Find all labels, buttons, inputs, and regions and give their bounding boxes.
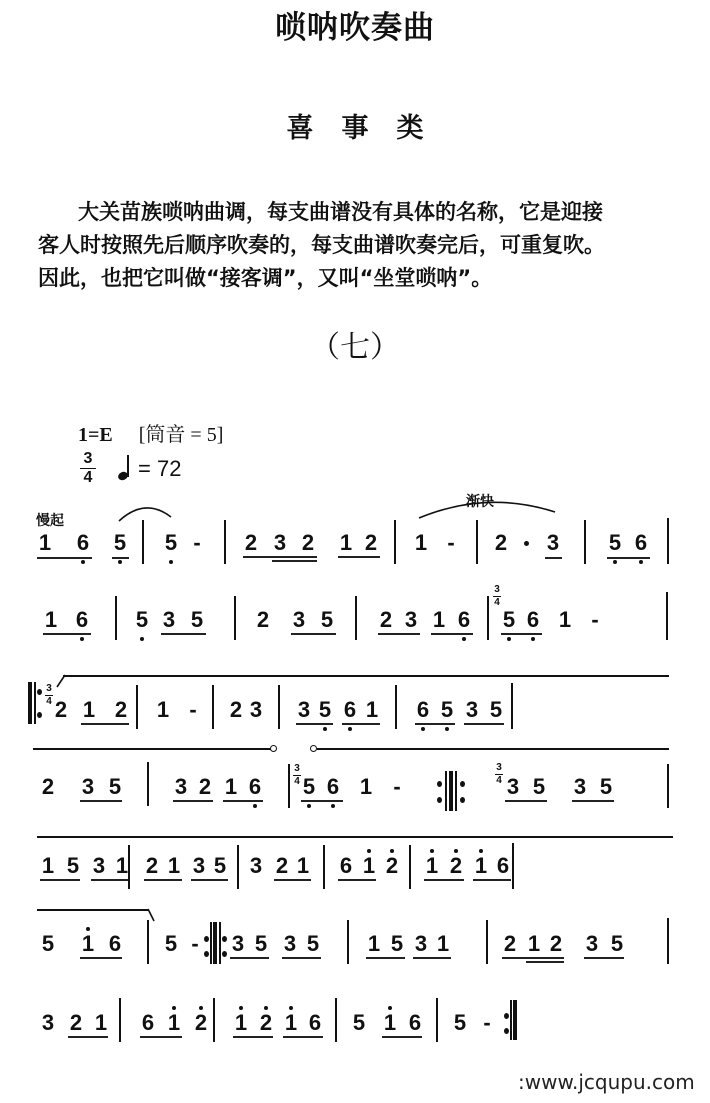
note: 2	[229, 697, 243, 722]
watermark: :www.jcqupu.com	[518, 1070, 695, 1094]
augmentation-dot	[524, 541, 529, 546]
note: 6	[75, 609, 89, 631]
note: 2	[54, 697, 68, 722]
underline	[545, 557, 562, 559]
note: 6	[339, 853, 353, 878]
volta-hook	[55, 675, 67, 689]
note: 3	[465, 697, 479, 722]
note: 1	[367, 931, 381, 956]
note: 6	[248, 776, 262, 798]
barline	[115, 596, 117, 640]
note: 6	[76, 532, 90, 554]
underline	[144, 879, 182, 881]
barline	[335, 998, 337, 1042]
barline	[147, 762, 149, 806]
underline	[501, 633, 542, 635]
slur-hook	[148, 909, 158, 923]
note: 2	[385, 855, 399, 877]
note: 2	[256, 607, 270, 632]
repeat-barline-thin	[455, 771, 457, 811]
note: 3	[297, 697, 311, 722]
underline	[140, 1036, 182, 1038]
note: 1	[115, 853, 129, 878]
note: 1	[167, 1012, 181, 1034]
note: 5	[164, 532, 178, 554]
time-signature-change: 3 4	[46, 683, 52, 707]
key-signature	[78, 418, 223, 447]
underline	[338, 556, 380, 558]
barline	[476, 520, 478, 564]
intro-line: 客人时按照先后顺序吹奏的，每支曲谱吹奏完后，可重复吹。	[38, 233, 605, 257]
note: 1	[38, 530, 52, 555]
note: 5	[440, 699, 454, 721]
underline	[173, 800, 213, 802]
note: 2	[364, 530, 378, 555]
note: 5	[608, 532, 622, 554]
underline	[161, 633, 206, 635]
barline	[486, 920, 488, 964]
tie-arc	[117, 503, 173, 523]
note: 3	[292, 607, 306, 632]
slur-line	[37, 909, 149, 911]
repeat-dot	[222, 936, 227, 942]
note: 3	[546, 530, 560, 555]
underline	[43, 633, 91, 635]
note: 1	[296, 853, 310, 878]
note: 3	[506, 774, 520, 799]
note: 2	[275, 853, 289, 878]
time-sig-top: 3	[83, 450, 93, 467]
quarter-note-icon	[118, 454, 132, 480]
underline	[366, 957, 405, 959]
note: 5	[190, 607, 204, 632]
tie-line	[317, 748, 669, 750]
time-signature-change: 3 4	[494, 584, 500, 608]
note: 6	[308, 1010, 322, 1035]
barline	[234, 596, 236, 640]
barline	[323, 845, 325, 889]
note: 5	[320, 607, 334, 632]
volta-bracket	[63, 675, 669, 677]
note: 2	[41, 774, 55, 799]
note: 1	[82, 697, 96, 722]
section-number: （七）	[310, 330, 400, 365]
note: 2	[379, 607, 393, 632]
underline	[464, 723, 504, 725]
category-heading	[0, 106, 710, 145]
repeat-dot	[504, 1013, 509, 1019]
repeat-dot	[37, 712, 42, 718]
barline	[436, 998, 438, 1042]
note: 1	[527, 931, 541, 956]
note: 3	[573, 774, 587, 799]
intro-line: 大关苗族唢呐曲调，每支曲谱没有具体的名称，它是迎接	[78, 200, 603, 224]
barline	[347, 920, 349, 964]
note: 5	[213, 853, 227, 878]
repeat-dot	[37, 689, 42, 695]
time-signature-change: 3 4	[294, 763, 300, 787]
barline	[394, 520, 396, 564]
note: 6	[457, 609, 471, 631]
barline	[213, 998, 215, 1042]
note: 2	[145, 853, 159, 878]
note: 6	[141, 1010, 155, 1035]
note: 1	[339, 530, 353, 555]
note: 2	[244, 530, 258, 555]
underline	[272, 560, 317, 562]
note: 1	[383, 1012, 397, 1034]
note: 2	[503, 931, 517, 956]
note: 5	[318, 699, 332, 721]
note: 3	[192, 853, 206, 878]
note: 6	[496, 853, 510, 878]
barline	[128, 845, 130, 889]
barline	[212, 685, 214, 729]
page-title: 唢呐吹奏曲	[275, 10, 435, 46]
time-signature-change: 3 4	[496, 762, 502, 786]
end-barline-thick	[513, 1000, 517, 1040]
note: 2	[198, 774, 212, 799]
note: 5	[66, 853, 80, 878]
note: 5	[502, 609, 516, 631]
time-sig-bottom: 4	[83, 469, 93, 486]
tie-line	[33, 748, 271, 750]
slow-start-marking: 慢起	[36, 513, 64, 529]
underline	[243, 556, 317, 558]
intro-paragraph	[38, 196, 668, 295]
barline	[288, 764, 290, 808]
note: 6	[408, 1010, 422, 1035]
repeat-dot	[204, 951, 209, 957]
repeat-dot	[204, 936, 209, 942]
slur-line	[37, 836, 673, 838]
note: 6	[108, 931, 122, 956]
underline	[291, 633, 336, 635]
slur-arc	[417, 500, 557, 520]
note: 2	[114, 697, 128, 722]
note: 3	[585, 931, 599, 956]
note: 5	[532, 774, 546, 799]
repeat-barline-thin	[445, 771, 447, 811]
underline	[572, 800, 614, 802]
repeat-dot	[222, 951, 227, 957]
note: 5	[108, 774, 122, 799]
note: 6	[343, 699, 357, 721]
underline	[415, 723, 455, 725]
note: 1	[224, 774, 238, 799]
note: 1	[41, 853, 55, 878]
underline	[607, 557, 650, 559]
underline	[282, 957, 321, 959]
barline	[667, 764, 669, 808]
repeat-dot	[504, 1028, 509, 1034]
category-char: 喜	[286, 113, 314, 144]
note: 1	[94, 1010, 108, 1035]
note: 3	[283, 931, 297, 956]
note: 2	[494, 530, 508, 555]
note: 3	[231, 931, 245, 956]
note: 5	[610, 931, 624, 956]
dash: -	[193, 530, 201, 555]
underline	[502, 957, 564, 959]
note: 2	[259, 1012, 273, 1034]
note: 1	[362, 855, 376, 877]
dash: -	[191, 931, 199, 956]
underline	[68, 1036, 108, 1038]
underline	[584, 957, 624, 959]
note: 5	[254, 931, 268, 956]
barline	[666, 592, 668, 640]
underline	[424, 879, 464, 881]
note: 3	[81, 774, 95, 799]
tempo-marking	[118, 454, 181, 482]
note: 3	[162, 607, 176, 632]
intro-line: 因此，也把它叫做“接客调”，又叫“坐堂唢呐”。	[38, 266, 493, 290]
underline	[80, 957, 122, 959]
tube-note: [筒音 = 5]	[138, 424, 224, 446]
tempo-value: = 72	[138, 456, 182, 481]
underline	[342, 723, 380, 725]
underline	[338, 879, 376, 881]
note: 1	[414, 530, 428, 555]
note: 6	[416, 699, 430, 721]
repeat-barline-thick	[213, 922, 217, 964]
barline	[512, 843, 514, 889]
underline	[382, 1036, 422, 1038]
note: 5	[135, 609, 149, 631]
barline	[147, 920, 149, 964]
note: 3	[404, 607, 418, 632]
repeat-dot	[460, 797, 465, 803]
underline	[413, 957, 451, 959]
tie-end-ring	[270, 745, 277, 752]
note: 5	[164, 931, 178, 956]
accelerando-marking: 渐快	[466, 494, 494, 510]
note: 2	[449, 855, 463, 877]
note: 5	[113, 532, 127, 554]
underline	[80, 800, 122, 802]
dash: -	[393, 774, 401, 799]
dash: -	[189, 697, 197, 722]
note: 3	[174, 774, 188, 799]
underline	[505, 800, 547, 802]
dash: -	[483, 1010, 491, 1035]
note: 1	[425, 855, 439, 877]
barline	[667, 518, 669, 564]
repeat-start-thin	[34, 682, 36, 724]
underline	[223, 800, 263, 802]
barline	[224, 520, 226, 564]
barline	[409, 845, 411, 889]
note: 6	[326, 776, 340, 798]
note: 3	[249, 853, 263, 878]
note: 1	[44, 607, 58, 632]
note: 3	[249, 697, 263, 722]
underline	[283, 1036, 323, 1038]
underline	[81, 723, 129, 725]
note: 1	[558, 607, 572, 632]
note: 5	[489, 697, 503, 722]
note: 2	[69, 1010, 83, 1035]
note: 1	[436, 931, 450, 956]
repeat-barline-thin	[210, 922, 212, 964]
underline	[301, 800, 343, 802]
barline	[667, 918, 669, 964]
note: 3	[414, 931, 428, 956]
barline	[511, 683, 513, 729]
note: 1	[365, 697, 379, 722]
underline	[431, 633, 473, 635]
underline	[112, 557, 129, 559]
barline	[142, 520, 144, 564]
note: 5	[306, 931, 320, 956]
end-barline-thin	[510, 1000, 512, 1040]
repeat-barline-thin	[219, 922, 221, 964]
barline	[119, 998, 121, 1042]
note: 5	[599, 774, 613, 799]
underline	[274, 879, 311, 881]
barline	[237, 845, 239, 889]
underline	[296, 723, 333, 725]
underline	[378, 633, 420, 635]
underline	[473, 879, 511, 881]
underline	[191, 879, 228, 881]
note: 2	[194, 1012, 208, 1034]
repeat-start-barline	[28, 682, 32, 724]
key-label: 1=E	[78, 424, 113, 446]
repeat-dot	[437, 797, 442, 803]
note: 1	[474, 855, 488, 877]
underline	[40, 879, 80, 881]
note: 6	[526, 609, 540, 631]
note: 2	[301, 530, 315, 555]
note: 1	[167, 853, 181, 878]
note: 5	[453, 1010, 467, 1035]
barline	[278, 685, 280, 729]
barline	[395, 685, 397, 729]
underline	[37, 557, 92, 559]
repeat-dot	[460, 781, 465, 787]
category-char: 事	[341, 113, 369, 144]
note: 1	[234, 1012, 248, 1034]
time-signature	[80, 451, 96, 486]
note: 1	[284, 1012, 298, 1034]
note: 1	[432, 607, 446, 632]
note: 5	[352, 1010, 366, 1035]
note: 1	[359, 774, 373, 799]
note: 2	[549, 931, 563, 956]
repeat-barline-thick	[449, 771, 453, 811]
note: 5	[302, 776, 316, 798]
note: 1	[81, 933, 95, 955]
dash: -	[447, 530, 455, 555]
underline	[233, 1036, 273, 1038]
tie-start-ring	[310, 745, 317, 752]
note: 3	[273, 530, 287, 555]
barline	[584, 520, 586, 564]
dash: -	[591, 607, 599, 632]
barline	[136, 685, 138, 729]
barline	[355, 596, 357, 640]
category-char: 类	[396, 113, 424, 144]
underline	[526, 961, 564, 963]
note: 3	[92, 853, 106, 878]
barline	[487, 596, 489, 640]
note: 6	[634, 532, 648, 554]
underline	[230, 957, 269, 959]
note: 1	[156, 697, 170, 722]
note: 5	[390, 931, 404, 956]
underline	[91, 879, 129, 881]
note: 5	[41, 931, 55, 956]
note: 3	[41, 1010, 55, 1035]
repeat-dot	[437, 781, 442, 787]
